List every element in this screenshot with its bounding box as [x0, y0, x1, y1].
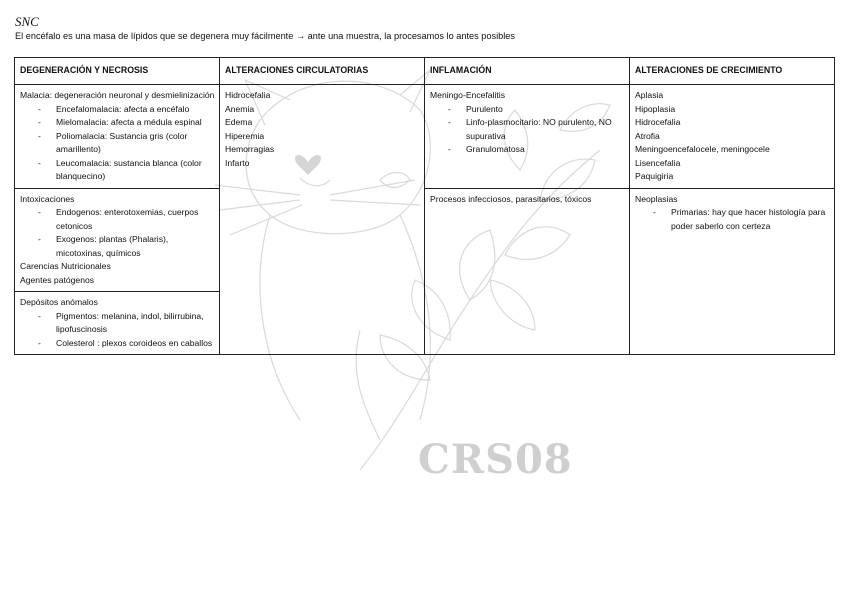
list-item: Lisencefalia	[635, 157, 681, 168]
list-item: Hidrocefalia	[635, 117, 681, 127]
list-item: - Colesterol : plexos coroideos en caballos	[56, 337, 215, 351]
cell-depositos	[15, 292, 220, 355]
agentes-text: Agentes patógenos	[20, 274, 95, 285]
neoplasias-list	[635, 206, 830, 233]
intoxicaciones-list	[20, 206, 215, 260]
intoxicaciones-title: Intoxicaciones	[20, 193, 75, 204]
depositos-list	[20, 310, 215, 351]
list-item: - Leucomalacia: sustancia blanca (color blanquecino)	[56, 157, 215, 184]
list-item: - Encefalomalacia: afecta a encéfalo	[56, 103, 215, 117]
neoplasias-title: Neoplasias	[635, 193, 678, 204]
table-header-row	[15, 58, 835, 85]
cell-neoplasias	[630, 188, 835, 355]
header-circulatorias: ALTERACIONES CIRCULATORIAS	[220, 58, 425, 85]
list-item: Hipoplasia	[635, 103, 676, 114]
list-item: Meningoencefalocele, meningocele	[635, 144, 770, 154]
document-title: SNC	[15, 14, 39, 29]
malacia-title: Malacia: degeneración neuronal y desmielinización	[20, 90, 215, 100]
list-item: Hiperemia	[225, 130, 265, 141]
cell-meningo-encefalitis	[425, 85, 630, 189]
list-item: - Mielomalacia: afecta a médula espinal	[56, 116, 215, 130]
header-degeneracion: DEGENERACIÓN Y NECROSIS	[15, 58, 220, 85]
cell-malacia	[15, 85, 220, 189]
snc-table	[14, 57, 835, 355]
list-item: Anemia	[225, 103, 255, 114]
list-item: Hidrocefalia	[225, 90, 271, 100]
cell-circulatorias	[220, 85, 425, 355]
list-item: Paquigiria	[635, 171, 674, 181]
list-item: Aplasia	[635, 90, 664, 100]
cell-intoxicaciones	[15, 188, 220, 292]
header-inflamacion: INFLAMACIÓN	[425, 58, 630, 85]
malacia-list	[20, 103, 215, 184]
list-item: - Linfo-plasmocitario: NO purulento, NO supurativa	[466, 116, 625, 143]
list-item: Hemorragias	[225, 144, 275, 154]
watermark-text: CRS08	[418, 436, 573, 483]
list-item: Edema	[225, 117, 253, 127]
table-row	[15, 85, 835, 189]
list-item: - Purulento	[466, 103, 625, 117]
inflamacion-title: Meningo-Encefalitis	[430, 90, 505, 100]
depositos-title: Depósitos anómalos	[20, 297, 98, 307]
list-item: - Primarias: hay que hacer histología para poder saberlo con certeza	[671, 206, 830, 233]
procesos-text: Procesos infecciosos, parasitarios, tóxicos	[430, 193, 592, 204]
list-item: - Exogenos: plantas (Phalaris), micotoxinas, químicos	[56, 233, 215, 260]
list-item: - Endogenos: enterotoxemias, cuerpos cetonicos	[56, 206, 215, 233]
list-item: Infarto	[225, 157, 250, 168]
table-row	[15, 188, 835, 292]
list-item: - Poliomalacia: Sustancia gris (color amarillento)	[56, 130, 215, 157]
header-crecimiento: ALTERACIONES DE CRECIMIENTO	[630, 58, 835, 85]
inflamacion-list	[430, 103, 625, 157]
carencias-text: Carencias Nutricionales	[20, 261, 111, 271]
list-item: - Pigmentos: melanina, indol, bilirrubina, lipofuscinosis	[56, 310, 215, 337]
document-subtitle: El encéfalo es una masa de lípidos que se degenera muy fácilmente → ante una muestra, la procesamos lo antes posibles	[15, 31, 515, 41]
cell-crecimiento	[630, 85, 835, 189]
list-item: Atrofia	[635, 130, 660, 141]
cell-procesos	[425, 188, 630, 355]
list-item: - Granulomatosa	[466, 143, 625, 157]
